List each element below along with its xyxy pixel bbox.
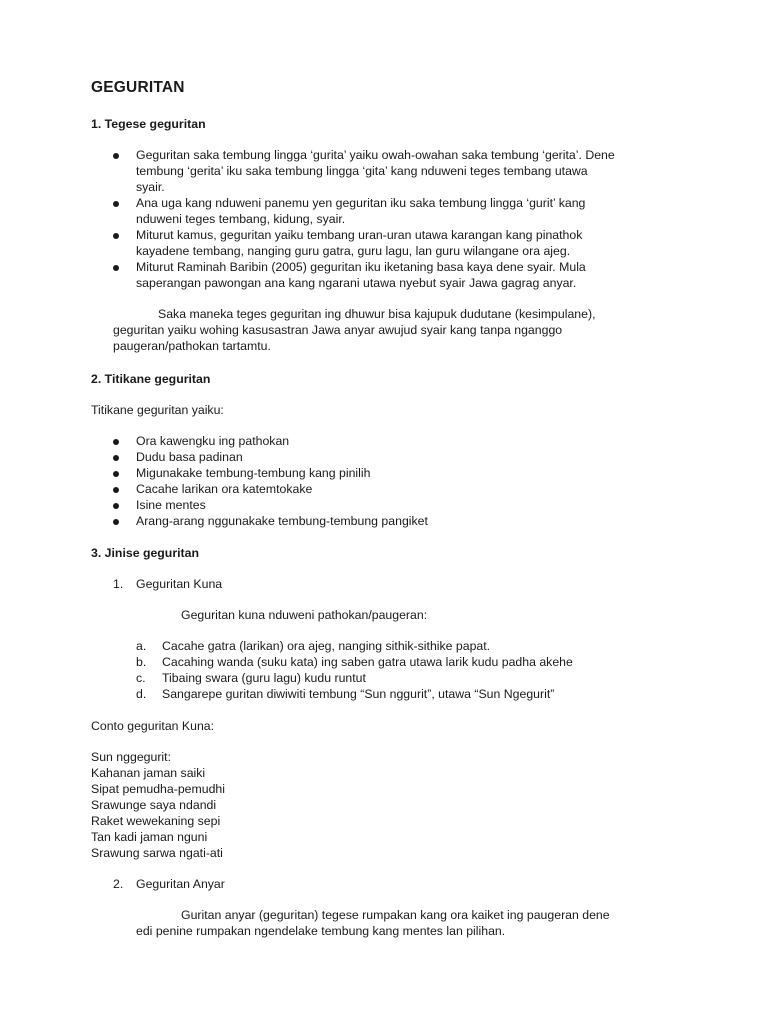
text-line: Miturut kamus, geguritan yaiku tembang uran-uran utawa karangan kang pinathok (136, 228, 583, 242)
bullet-icon (113, 519, 119, 525)
section-1-bullet-2 (136, 195, 656, 227)
poem-line: Sipat pemudha-pemudhi (91, 782, 225, 796)
trait-item: Ora kawengku ing pathokan (136, 434, 290, 448)
text-line: saperangan pawongan ana kang ngarani utawa nyebut syair Jawa gagrag anyar. (136, 276, 577, 291)
example-label: Conto geguritan Kuna: (91, 719, 215, 733)
anyar-number: 2. (113, 877, 124, 891)
section-2-heading: 2. Titikane geguritan (91, 372, 211, 386)
kuna-number: 1. (113, 577, 124, 591)
rule-text: Cacahe gatra (larikan) ora ajeg, nanging sithik-sithike papat. (162, 639, 491, 653)
summary-line-1: Saka maneka teges geguritan ing dhuwur bisa kajupuk dudutane (kesimpulane), (158, 307, 596, 321)
text-line: syair. (136, 180, 165, 195)
trait-item: Cacahe larikan ora katemtokake (136, 482, 313, 496)
rule-text: Cacahing wanda (suku kata) ing saben gatra utawa larik kudu padha akehe (162, 655, 573, 669)
section-1-bullet-1 (136, 147, 656, 196)
rule-mark: b. (136, 655, 147, 669)
poem-line: Raket wewekaning sepi (91, 814, 221, 828)
poem-line: Kahanan jaman saiki (91, 766, 206, 780)
anyar-label: Geguritan Anyar (136, 877, 225, 891)
rule-text: Tibaing swara (guru lagu) kudu runtut (162, 671, 366, 685)
bullet-icon (113, 439, 119, 445)
section-1-bullet-3 (136, 227, 656, 259)
trait-item: Isine mentes (136, 498, 206, 512)
rule-mark: c. (136, 671, 146, 685)
poem-line: Srawung sarwa ngati-ati (91, 846, 223, 860)
anyar-desc-line-2: edi penine rumpakan ngendelake tembung kang mentes lan pilihan. (136, 924, 506, 938)
section-1-bullet-4 (136, 259, 656, 291)
bullet-icon (113, 487, 119, 493)
bullet-icon (113, 201, 119, 207)
document-title: GEGURITAN (91, 79, 185, 96)
trait-item: Migunakake tembung-tembung kang pinilih (136, 466, 371, 480)
bullet-icon (113, 471, 119, 477)
section-3-heading: 3. Jinise geguritan (91, 546, 199, 560)
kuna-intro: Geguritan kuna nduweni pathokan/paugeran: (181, 608, 428, 622)
poem-line: Tan kadi jaman nguni (91, 830, 208, 844)
summary-line-2: geguritan yaiku wohing kasusastran Jawa anyar awujud syair kang tanpa nganggo (113, 323, 563, 337)
bullet-icon (113, 503, 119, 509)
section-2-intro: Titikane geguritan yaiku: (91, 403, 224, 417)
rule-mark: a. (136, 639, 147, 653)
text-line: Miturut Raminah Baribin (2005) geguritan iku iketaning basa kaya dene syair. Mula (136, 260, 586, 274)
rule-text: Sangarepe guritan diwiwiti tembung “Sun nggurit”, utawa “Sun Ngegurit” (162, 687, 555, 701)
trait-item: Dudu basa padinan (136, 450, 243, 464)
text-line: Ana uga kang nduweni panemu yen geguritan iku saka tembung lingga ‘gurit’ kang (136, 196, 586, 210)
bullet-icon (113, 233, 119, 239)
rule-mark: d. (136, 687, 147, 701)
bullet-icon (113, 265, 119, 271)
section-1-heading: 1. Tegese geguritan (91, 117, 206, 131)
summary-line-3: paugeran/pathokan tartamtu. (113, 339, 271, 353)
text-line: kayadene tembang, nanging guru gatra, guru lagu, lan guru wilangane ora ajeg. (136, 244, 571, 259)
bullet-icon (113, 455, 119, 461)
kuna-label: Geguritan Kuna (136, 577, 223, 591)
text-line: tembung ‘gerita’ iku saka tembung lingga ‘gita’ kang nduweni teges tembang utawa (136, 164, 588, 179)
text-line: Geguritan saka tembung lingga ‘gurita’ yaiku owah-owahan saka tembung ‘gerita’. Dene (136, 148, 615, 162)
poem-line: Sun nggegurit: (91, 750, 171, 764)
poem-line: Srawunge saya ndandi (91, 798, 217, 812)
trait-item: Arang-arang nggunakake tembung-tembung pangiket (136, 514, 428, 528)
text-line: nduweni teges tembang, kidung, syair. (136, 212, 346, 227)
bullet-icon (113, 153, 119, 159)
anyar-desc-line-1: Guritan anyar (geguritan) tegese rumpakan kang ora kaiket ing paugeran dene (181, 908, 610, 922)
